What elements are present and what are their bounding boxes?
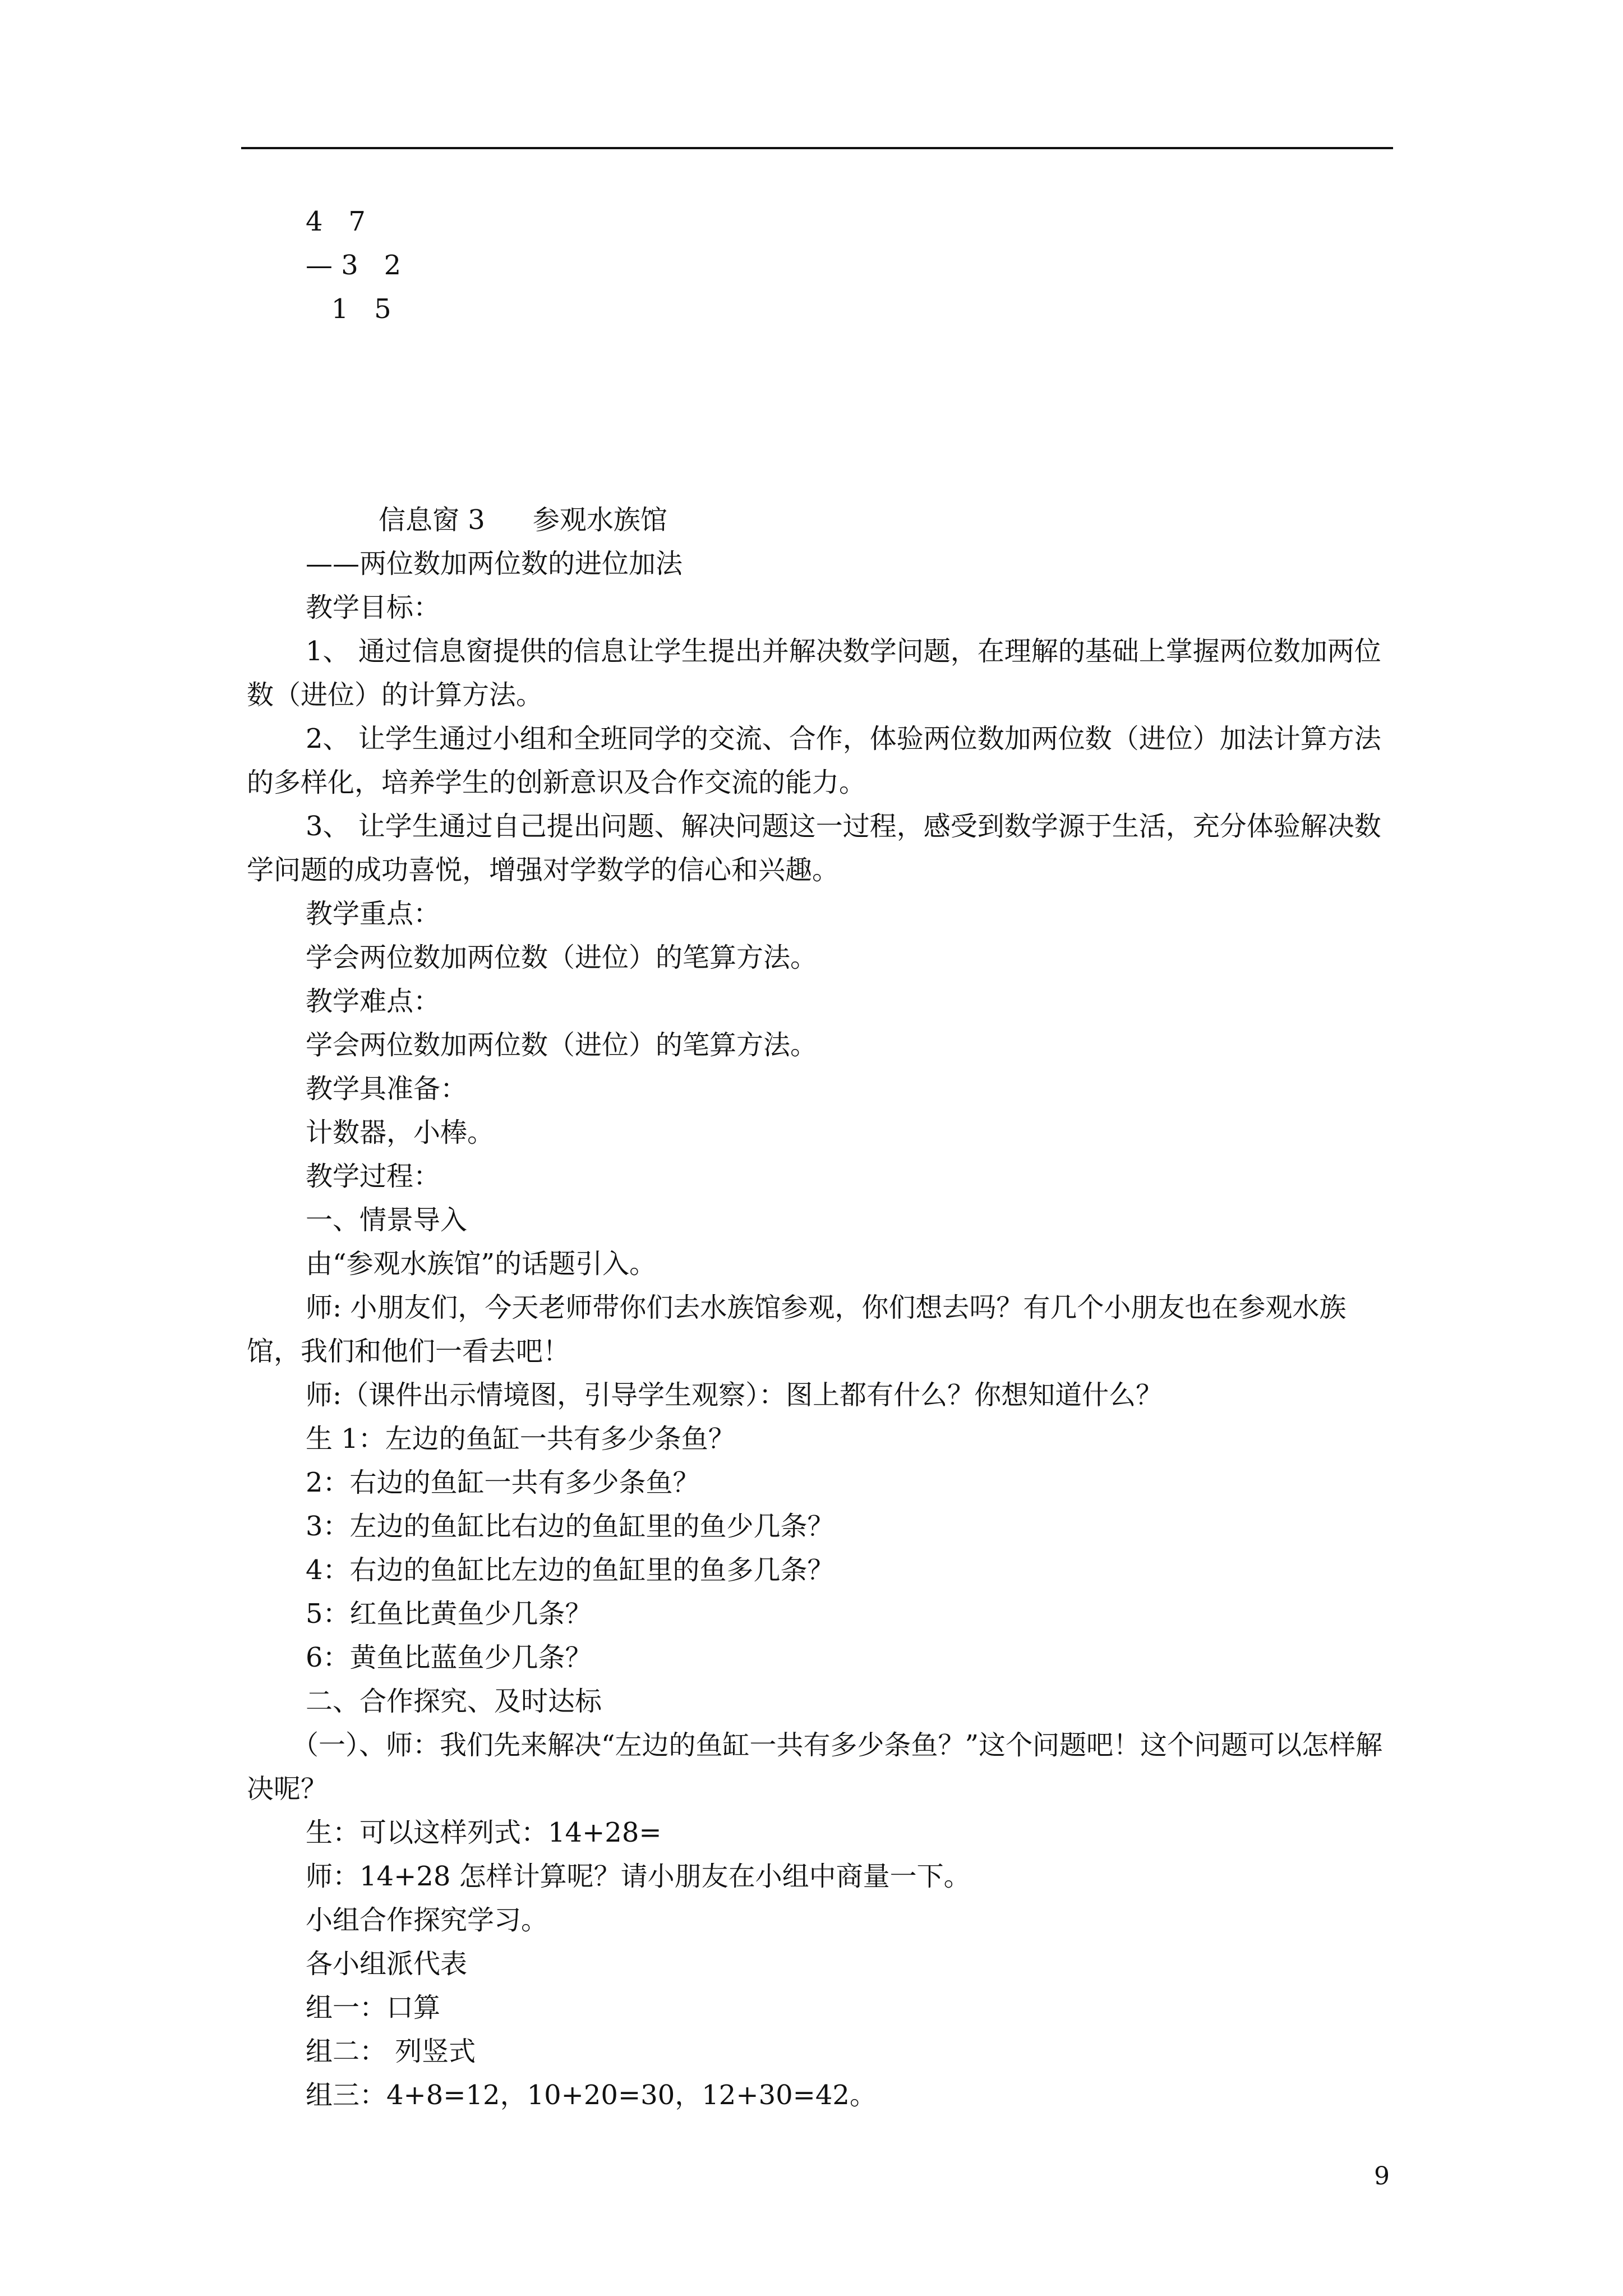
lesson-content [247, 498, 1391, 2117]
process-heading: 教学过程： [306, 1161, 441, 1192]
materials-text: 计数器，小棒。 [306, 1117, 495, 1148]
part1-line: 2：右边的鱼缸一共有多少条鱼？ [306, 1467, 700, 1498]
objective-item: 2、 让学生通过小组和全班同学的交流、合作，体验两位数加两位数（进位）加法计算方法的多样化，培养学生的创新意识及合作交流的能力。 [247, 723, 1381, 798]
part1-line: 3：左边的鱼缸比右边的鱼缸里的鱼少几条？ [306, 1511, 834, 1542]
part2-line: 组三：4+8=12，10+20=30，12+30=42。 [306, 2079, 877, 2111]
page-number: 9 [1374, 2162, 1390, 2191]
part1-line: 师: 小朋友们，今天老师带你们去水族馆参观，你们想去吗？有几个小朋友也在参观水族馆，我们和他们一看去吧！ [247, 1292, 1347, 1367]
part2-line: 组一：口算 [306, 1992, 441, 2023]
calc-row-result: 1 5 [306, 293, 391, 325]
calc-row-minuend: 4 7 [306, 206, 366, 237]
lesson-title [247, 498, 1391, 542]
materials-heading: 教学具准备： [306, 1073, 468, 1105]
lesson-subtitle: ——两位数加两位数的进位加法 [306, 548, 683, 579]
part2-line: 小组合作探究学习。 [306, 1904, 548, 1936]
part2-line: （一）、师：我们先来解决“左边的鱼缸一共有多少条鱼？”这个问题吧！这个问题可以怎样解决呢？ [247, 1729, 1383, 1805]
objective-item: 3、 让学生通过自己提出问题、解决问题这一过程，感受到数学源于生活，充分体验解决数学问题的成功喜悦，增强对学数学的信心和兴趣。 [247, 811, 1381, 886]
vertical-subtraction [306, 200, 401, 331]
part2-line: 组二： 列竖式 [306, 2036, 476, 2067]
key-points-heading: 教学重点： [306, 898, 441, 930]
part2-line: 师：14+28 怎样计算呢？请小朋友在小组中商量一下。 [306, 1861, 971, 1892]
part1-line: 由“参观水族馆”的话题引入。 [306, 1248, 657, 1280]
part1-line: 生 1：左边的鱼缸一共有多少条鱼？ [306, 1423, 735, 1455]
difficulties-text: 学会两位数加两位数（进位）的笔算方法。 [306, 1029, 818, 1061]
part2-line: 各小组派代表 [306, 1948, 468, 1980]
part1-line: 5：红鱼比黄鱼少几条？ [306, 1598, 592, 1630]
part2-heading: 二、合作探究、及时达标 [306, 1686, 602, 1717]
part1-line: 4：右边的鱼缸比左边的鱼缸里的鱼多几条？ [306, 1554, 834, 1586]
objectives-heading: 教学目标： [306, 592, 441, 623]
part1-heading: 一、情景导入 [306, 1204, 468, 1236]
part2-line: 生：可以这样列式：14+28= [306, 1817, 662, 1848]
calc-row-subtrahend: — 3 2 [306, 250, 402, 281]
objective-item: 1、 通过信息窗提供的信息让学生提出并解决数学问题，在理解的基础上掌握两位数加两位数（进位）的计算方法。 [247, 636, 1381, 711]
header-rule [241, 147, 1393, 149]
difficulties-heading: 教学难点： [306, 986, 441, 1017]
key-points-text: 学会两位数加两位数（进位）的笔算方法。 [306, 942, 818, 973]
part1-line: 6：黄鱼比蓝鱼少几条？ [306, 1642, 592, 1673]
lesson-name: 参观水族馆 [532, 504, 667, 536]
section-label: 信息窗 3 [379, 504, 485, 536]
part1-line: 师:（课件出示情境图，引导学生观察）：图上都有什么？你想知道什么？ [306, 1379, 1163, 1411]
